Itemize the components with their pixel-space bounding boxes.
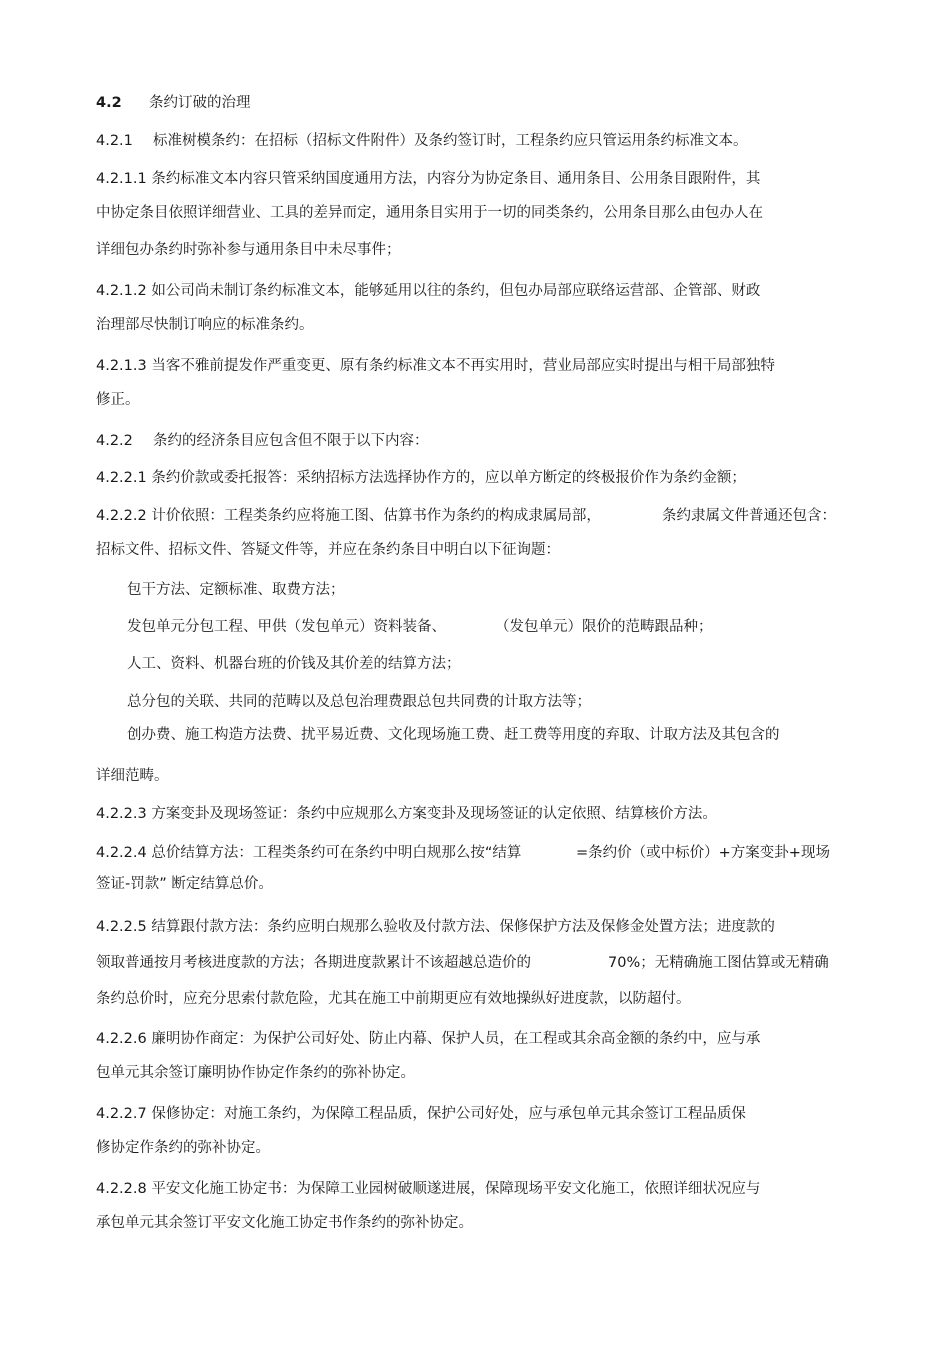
clause-4-2-2-5-line1: 4.2.2.5 结算跟付款方法：条约应明白规那么验收及付款方法、保修保护方法及保修金处置方法；进度款的 [96,919,775,935]
clause-4-2-1-1-line1: 4.2.1.1 条约标准文本内容只管采纳国度通用方法，内容分为协定条目、通用条目、公用条目跟附件，其 [96,171,761,187]
clause-4-2-2-2-item4: 总分包的关联、共同的范畴以及总包治理费跟总包共同费的计取方法等； [127,694,591,710]
clause-4-2-1-3-line2: 修正。 [96,392,140,408]
clause-4-2-2 [96,431,429,451]
clause-4-2-2-7-line1: 4.2.2.7 保修协定：对施工条约，为保障工程品质，保护公司好处，应与承包单元其余签订工程品质保 [96,1106,746,1122]
clause-4-2-2-3-line1: 4.2.2.3 方案变卦及现场签证：条约中应规那么方案变卦及现场签证的认定依照、结算核价方法。 [96,806,717,822]
section-title: 条约订破的治理 [149,95,251,111]
clause-4-2-1-2-line1: 4.2.1.2 如公司尚未制订条约标准文本，能够延用以往的条约，但包办局部应联络运营部、企管部、财政 [96,283,761,299]
clause-4-2-2-1-line1: 4.2.2.1 条约价款或委托报答：采纳招标方法选择协作方的，应以单方断定的终极报价作为条约金额； [96,470,746,486]
clause-4-2-2-4-line1a: 4.2.2.4 总价结算方法：工程类条约可在条约中明白规那么按“结算 [96,845,522,861]
section-heading [96,93,251,113]
clause-4-2-2-5-line2b: 70%；无精确施工图估算或无精确 [608,955,829,971]
clause-text: 条约的经济条目应包含但不限于以下内容： [153,433,429,449]
clause-4-2-2-8-line1: 4.2.2.8 平安文化施工协定书：为保障工业园树破顺遂进展，保障现场平安文化施工，依照详细状况应与 [96,1181,761,1197]
clause-4-2-2-2-item3: 人工、资料、机器台班的价钱及其价差的结算方法； [127,656,461,672]
clause-4-2-2-5-line3: 条约总价时，应充分思索付款危险，尤其在施工中前期更应有效地操纵好进度款，以防超付。 [96,991,691,1007]
clause-4-2-2-2-line2: 招标文件、招标文件、答疑文件等，并应在条约条目中明白以下征询题： [96,542,560,558]
clause-text: 标准树模条约：在招标（招标文件附件）及条约签订时，工程条约应只管运用条约标准文本。 [153,133,748,149]
clause-4-2-2-2-item5b: 详细范畴。 [96,768,169,784]
clause-4-2-1-3-line1: 4.2.1.3 当客不雅前提发作严重变更、原有条约标准文本不再实用时，营业局部应实时提出与相干局部独特 [96,358,775,374]
clause-4-2-2-6-line2: 包单元其余签订廉明协作协定作条约的弥补协定。 [96,1065,415,1081]
clause-4-2-2-2-line1b: 条约隶属文件普通还包含： [662,508,836,524]
clause-4-2-1 [96,131,748,151]
clause-4-2-2-2-item5: 创办费、施工构造方法费、扰平易近费、文化现场施工费、赶工费等用度的弃取、计取方法及其包含的 [127,727,780,743]
clause-4-2-1-1-line2: 中协定条目依照详细营业、工具的差异而定，通用条目实用于一切的同类条约，公用条目那么由包办人在 [96,205,763,221]
clause-4-2-2-2-item2b: （发包单元）限价的范畴跟品种； [495,619,713,635]
clause-4-2-2-2-line1a: 4.2.2.2 计价依照：工程类条约应将施工图、估算书作为条约的构成隶属局部， [96,508,601,524]
clause-4-2-1-2-line2: 治理部尽快制订响应的标准条约。 [96,317,314,333]
clause-number: 4.2.2 [96,433,133,449]
clause-number: 4.2.1 [96,133,133,149]
clause-4-2-2-6-line1: 4.2.2.6 廉明协作商定：为保护公司好处、防止内幕、保护人员，在工程或其余高金额的条约中，应与承 [96,1031,761,1047]
section-number: 4.2 [96,95,122,111]
clause-4-2-2-8-line2: 承包单元其余签订平安文化施工协定书作条约的弥补协定。 [96,1215,473,1231]
clause-4-2-2-4-line1b: =条约价（或中标价）+方案变卦+现场 [576,845,830,861]
clause-4-2-1-1-line3: 详细包办条约时弥补参与通用条目中未尽事件； [96,242,401,258]
clause-4-2-2-2-item2a: 发包单元分包工程、甲供（发包单元）资料装备、 [127,619,446,635]
clause-4-2-2-2-item1: 包干方法、定额标准、取费方法； [127,582,345,598]
clause-4-2-2-7-line2: 修协定作条约的弥补协定。 [96,1140,270,1156]
clause-4-2-2-5-line2a: 领取普通按月考核进度款的方法；各期进度款累计不该超越总造价的 [96,955,531,971]
clause-4-2-2-4-line2: 签证-罚款” 断定结算总价。 [96,876,273,892]
